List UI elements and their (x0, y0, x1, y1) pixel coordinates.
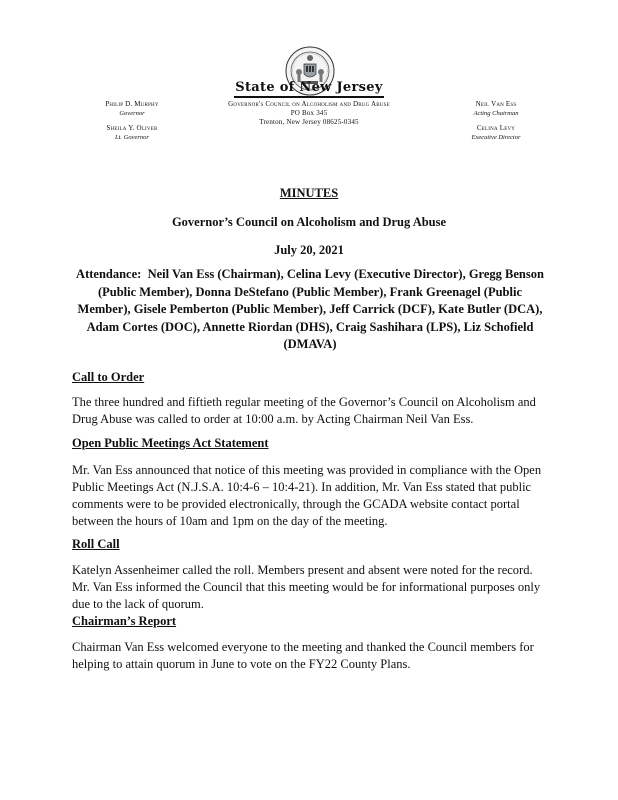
attendance-list: Neil Van Ess (Chairman), Celina Levy (Executive Director), Gregg Benson (Public Member), Donna DeStefano (Public Member), Frank Greenagel (Public Member), Gisele Pemberton (Public Member), Jeff Carrick (DCF), Kate Butler (DCA), Adam Cortes (DOC), Annette Riordan (DHS), Craig Sashihara (LPS), Liz Schofield (DMAVA) (77, 267, 544, 351)
section-text-chairmans-report: Chairman Van Ess welcomed everyone to the meeting and thanked the Council members for helping to attain quorum in June to vote on the FY22 County Plans. (72, 640, 534, 671)
section-text-open-public-meetings: Mr. Van Ess announced that notice of this meeting was provided in compliance with the Open Public Meetings Act (N.J.S.A. 10:4-6 – 10:4-21). In addition, Mr. Van Ess stated that public comments were to be provided electronically, through the GCADA website contact portal between the hours of 10am and 1pm on the day of the meeting. (72, 463, 542, 528)
chairman-name: Neil Van Ess (475, 100, 517, 108)
section-text-roll-call: Katelyn Assenheimer called the roll. Members present and absent were noted for the record. Mr. Van Ess informed the Council that this meeting would be for informational purposes only due to the lack of quorum. (72, 563, 541, 611)
state-name: State of New Jersey (235, 80, 383, 95)
po-box: PO Box 345 (290, 109, 328, 117)
section-heading-call-to-order: Call to Order (72, 370, 145, 384)
director-name: Celina Levy (476, 124, 516, 132)
organization-title: Governor’s Council on Alcoholism and Drug Abuse (171, 215, 447, 229)
section-heading-open-public-meetings: Open Public Meetings Act Statement (72, 436, 269, 450)
letterhead-left (72, 100, 192, 148)
governor-name: Philip D. Murphy (105, 100, 159, 108)
meeting-date: July 20, 2021 (274, 243, 344, 257)
page-title: MINUTES (279, 186, 339, 200)
lt-governor-title: Lt. Governor (115, 134, 149, 141)
governor-title: Governor (119, 110, 145, 117)
section-heading-roll-call: Roll Call (72, 537, 120, 551)
letterhead-right (436, 100, 556, 148)
attendance-block (72, 266, 548, 354)
state-letterhead (180, 80, 438, 127)
section-text-call-to-order: The three hundred and fiftieth regular meeting of the Governor’s Council on Alcoholism and Drug Abuse was called to order at 10:00 a.m. by Acting Chairman Neil Van Ess. (72, 395, 536, 426)
attendance-label: Attendance: (76, 267, 142, 281)
section-heading-chairmans-report: Chairman’s Report (72, 614, 177, 628)
city-line: Trenton, New Jersey 08625-0345 (259, 118, 359, 126)
chairman-title: Acting Chairman (473, 110, 519, 117)
letterhead-rule (234, 96, 384, 98)
council-name: Governor's Council on Alcoholism and Drug Abuse (228, 100, 390, 108)
lt-governor-name: Sheila Y. Oliver (106, 124, 158, 132)
director-title: Executive Director (471, 134, 521, 141)
